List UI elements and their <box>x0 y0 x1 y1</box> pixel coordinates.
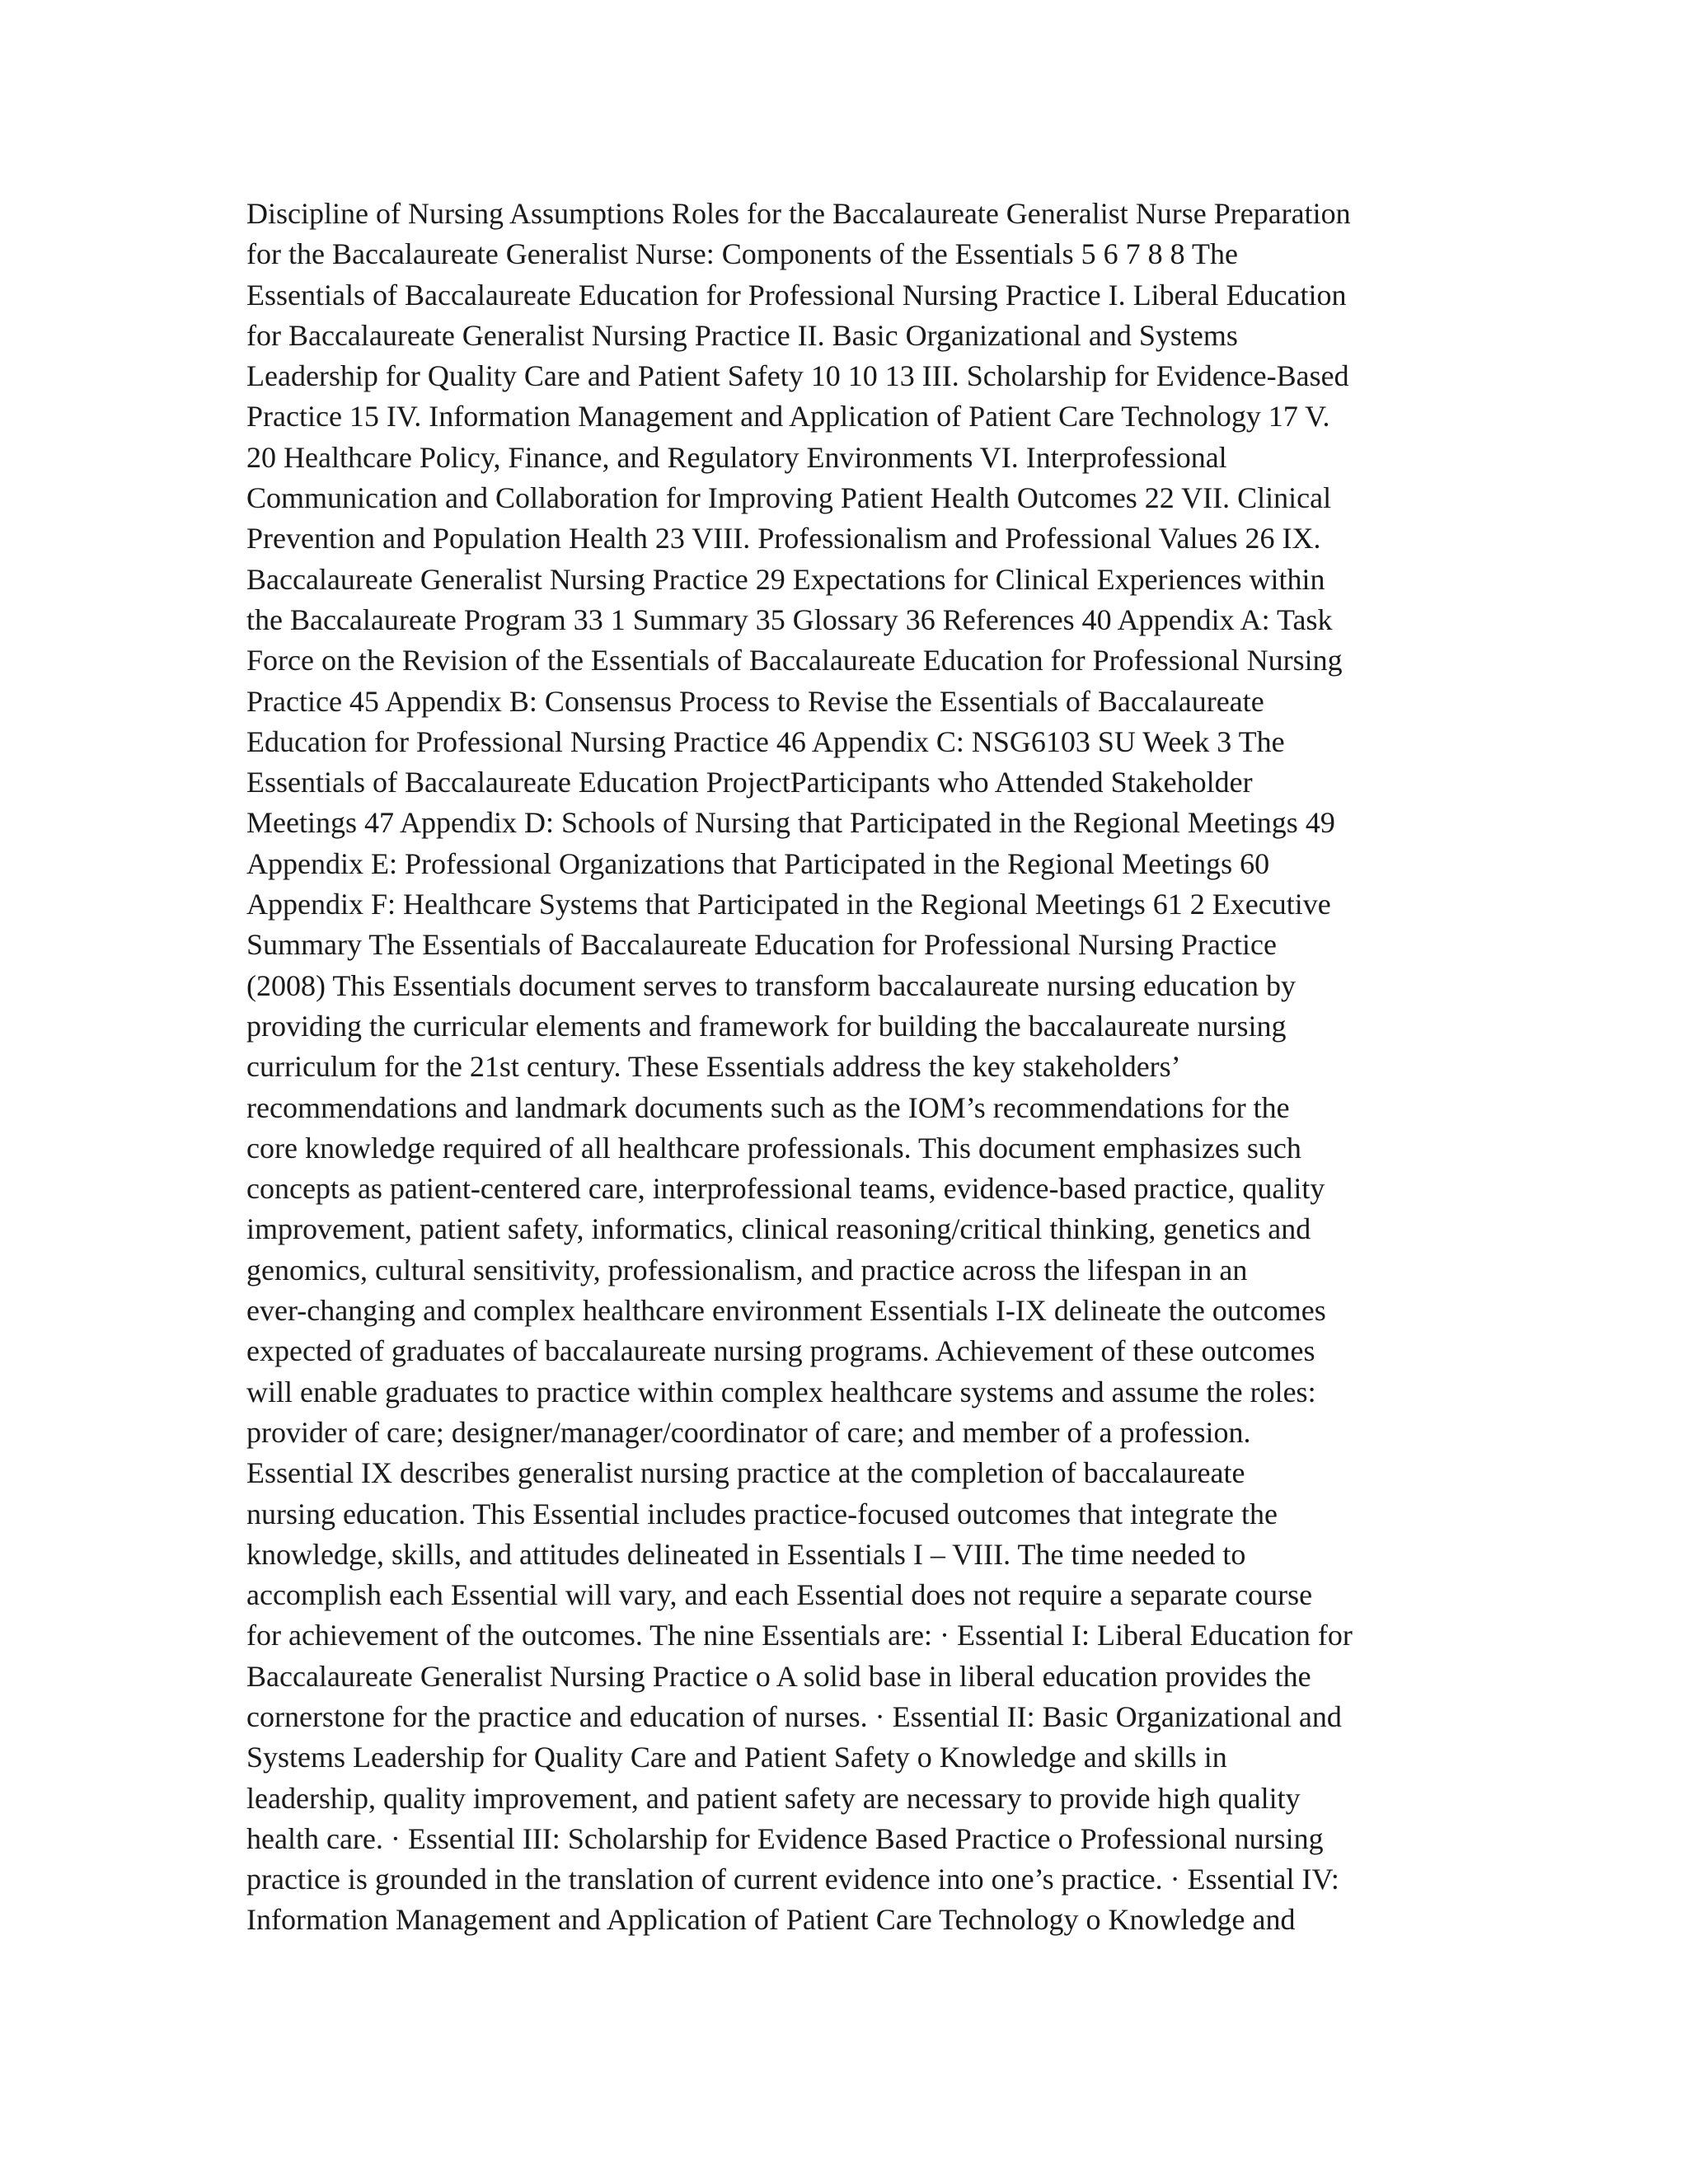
text-line: concepts as patient-centered care, interprofessional teams, evidence-based practice, quality <box>246 1172 1325 1206</box>
text-line: ever-changing and complex healthcare environment Essentials I-IX delineate the outcomes <box>246 1294 1326 1328</box>
text-line: the Baccalaureate Program 33 1 Summary 35 Glossary 36 References 40 Appendix A: Task <box>246 602 1333 636</box>
text-line: Prevention and Population Health 23 VIII. Professionalism and Professional Values 26 IX. <box>246 522 1321 555</box>
text-line: recommendations and landmark documents such as the IOM’s recommendations for the <box>246 1090 1290 1124</box>
text-line: Essential IX describes generalist nursing practice at the completion of baccalaureate <box>246 1456 1245 1490</box>
text-line: Force on the Revision of the Essentials of Baccalaureate Education for Professional Nursing <box>246 644 1343 677</box>
text-line: Communication and Collaboration for Improving Patient Health Outcomes 22 VII. Clinical <box>246 481 1332 515</box>
text-line: practice is grounded in the translation of current evidence into one’s practice. · Essential IV: <box>246 1863 1339 1896</box>
text-line: (2008) This Essentials document serves to transform baccalaureate nursing education by <box>246 968 1296 1002</box>
text-line: core knowledge required of all healthcare professionals. This document emphasizes such <box>246 1131 1301 1165</box>
text-line: for achievement of the outcomes. The nine Essentials are: · Essential I: Liberal Education for <box>246 1619 1353 1652</box>
text-line: Summary The Essentials of Baccalaureate Education for Professional Nursing Practice <box>246 928 1277 962</box>
text-line: Meetings 47 Appendix D: Schools of Nursing that Participated in the Regional Meetings 49 <box>246 806 1335 840</box>
text-line: providing the curricular elements and framework for building the baccalaureate nursing <box>246 1009 1287 1043</box>
text-line: expected of graduates of baccalaureate nursing programs. Achievement of these outcomes <box>246 1334 1315 1368</box>
text-line: will enable graduates to practice within complex healthcare systems and assume the roles: <box>246 1375 1316 1408</box>
text-line: Baccalaureate Generalist Nursing Practice o A solid base in liberal education provides the <box>246 1659 1311 1693</box>
text-line: improvement, patient safety, informatics, clinical reasoning/critical thinking, genetics and <box>246 1212 1311 1246</box>
text-line: Essentials of Baccalaureate Education for Professional Nursing Practice I. Liberal Education <box>246 278 1347 312</box>
text-line: health care. · Essential III: Scholarship for Evidence Based Practice o Professional nursing <box>246 1821 1324 1855</box>
body-text <box>246 194 1450 1941</box>
text-line: Baccalaureate Generalist Nursing Practice 29 Expectations for Clinical Experiences within <box>246 562 1325 596</box>
text-line: leadership, quality improvement, and patient safety are necessary to provide high quality <box>246 1781 1301 1815</box>
text-line: accomplish each Essential will vary, and each Essential does not require a separate course <box>246 1578 1313 1612</box>
text-line: Practice 15 IV. Information Management and Application of Patient Care Technology 17 V. <box>246 400 1330 434</box>
text-line: nursing education. This Essential includes practice-focused outcomes that integrate the <box>246 1497 1278 1530</box>
text-line: for Baccalaureate Generalist Nursing Practice II. Basic Organizational and Systems <box>246 318 1238 352</box>
text-line: Appendix F: Healthcare Systems that Participated in the Regional Meetings 61 2 Executive <box>246 888 1331 921</box>
text-line: Systems Leadership for Quality Care and Patient Safety o Knowledge and skills in <box>246 1741 1227 1774</box>
text-line: curriculum for the 21st century. These Essentials address the key stakeholders’ <box>246 1050 1181 1084</box>
text-line: cornerstone for the practice and education of nurses. · Essential II: Basic Organizational and <box>246 1699 1342 1733</box>
text-line: Education for Professional Nursing Practice 46 Appendix C: NSG6103 SU Week 3 The <box>246 724 1285 758</box>
text-line: for the Baccalaureate Generalist Nurse: Components of the Essentials 5 6 7 8 8 The <box>246 237 1238 271</box>
text-line: knowledge, skills, and attitudes delineated in Essentials I – VIII. The time needed to <box>246 1537 1246 1571</box>
text-line: Practice 45 Appendix B: Consensus Process to Revise the Essentials of Baccalaureate <box>246 684 1264 718</box>
text-line: Discipline of Nursing Assumptions Roles for the Baccalaureate Generalist Nurse Preparation <box>246 197 1351 230</box>
text-line: Information Management and Application of Patient Care Technology o Knowledge and <box>246 1903 1296 1937</box>
text-line: Essentials of Baccalaureate Education ProjectParticipants who Attended Stakeholder <box>246 766 1253 799</box>
text-line: provider of care; designer/manager/coordinator of care; and member of a profession. <box>246 1415 1251 1449</box>
text-line: Appendix E: Professional Organizations that Participated in the Regional Meetings 60 <box>246 846 1270 880</box>
text-line: Leadership for Quality Care and Patient Safety 10 10 13 III. Scholarship for Evidence-Based <box>246 359 1349 393</box>
text-line: genomics, cultural sensitivity, professionalism, and practice across the lifespan in an <box>246 1253 1248 1286</box>
text-line: 20 Healthcare Policy, Finance, and Regulatory Environments VI. Interprofessional <box>246 440 1227 474</box>
